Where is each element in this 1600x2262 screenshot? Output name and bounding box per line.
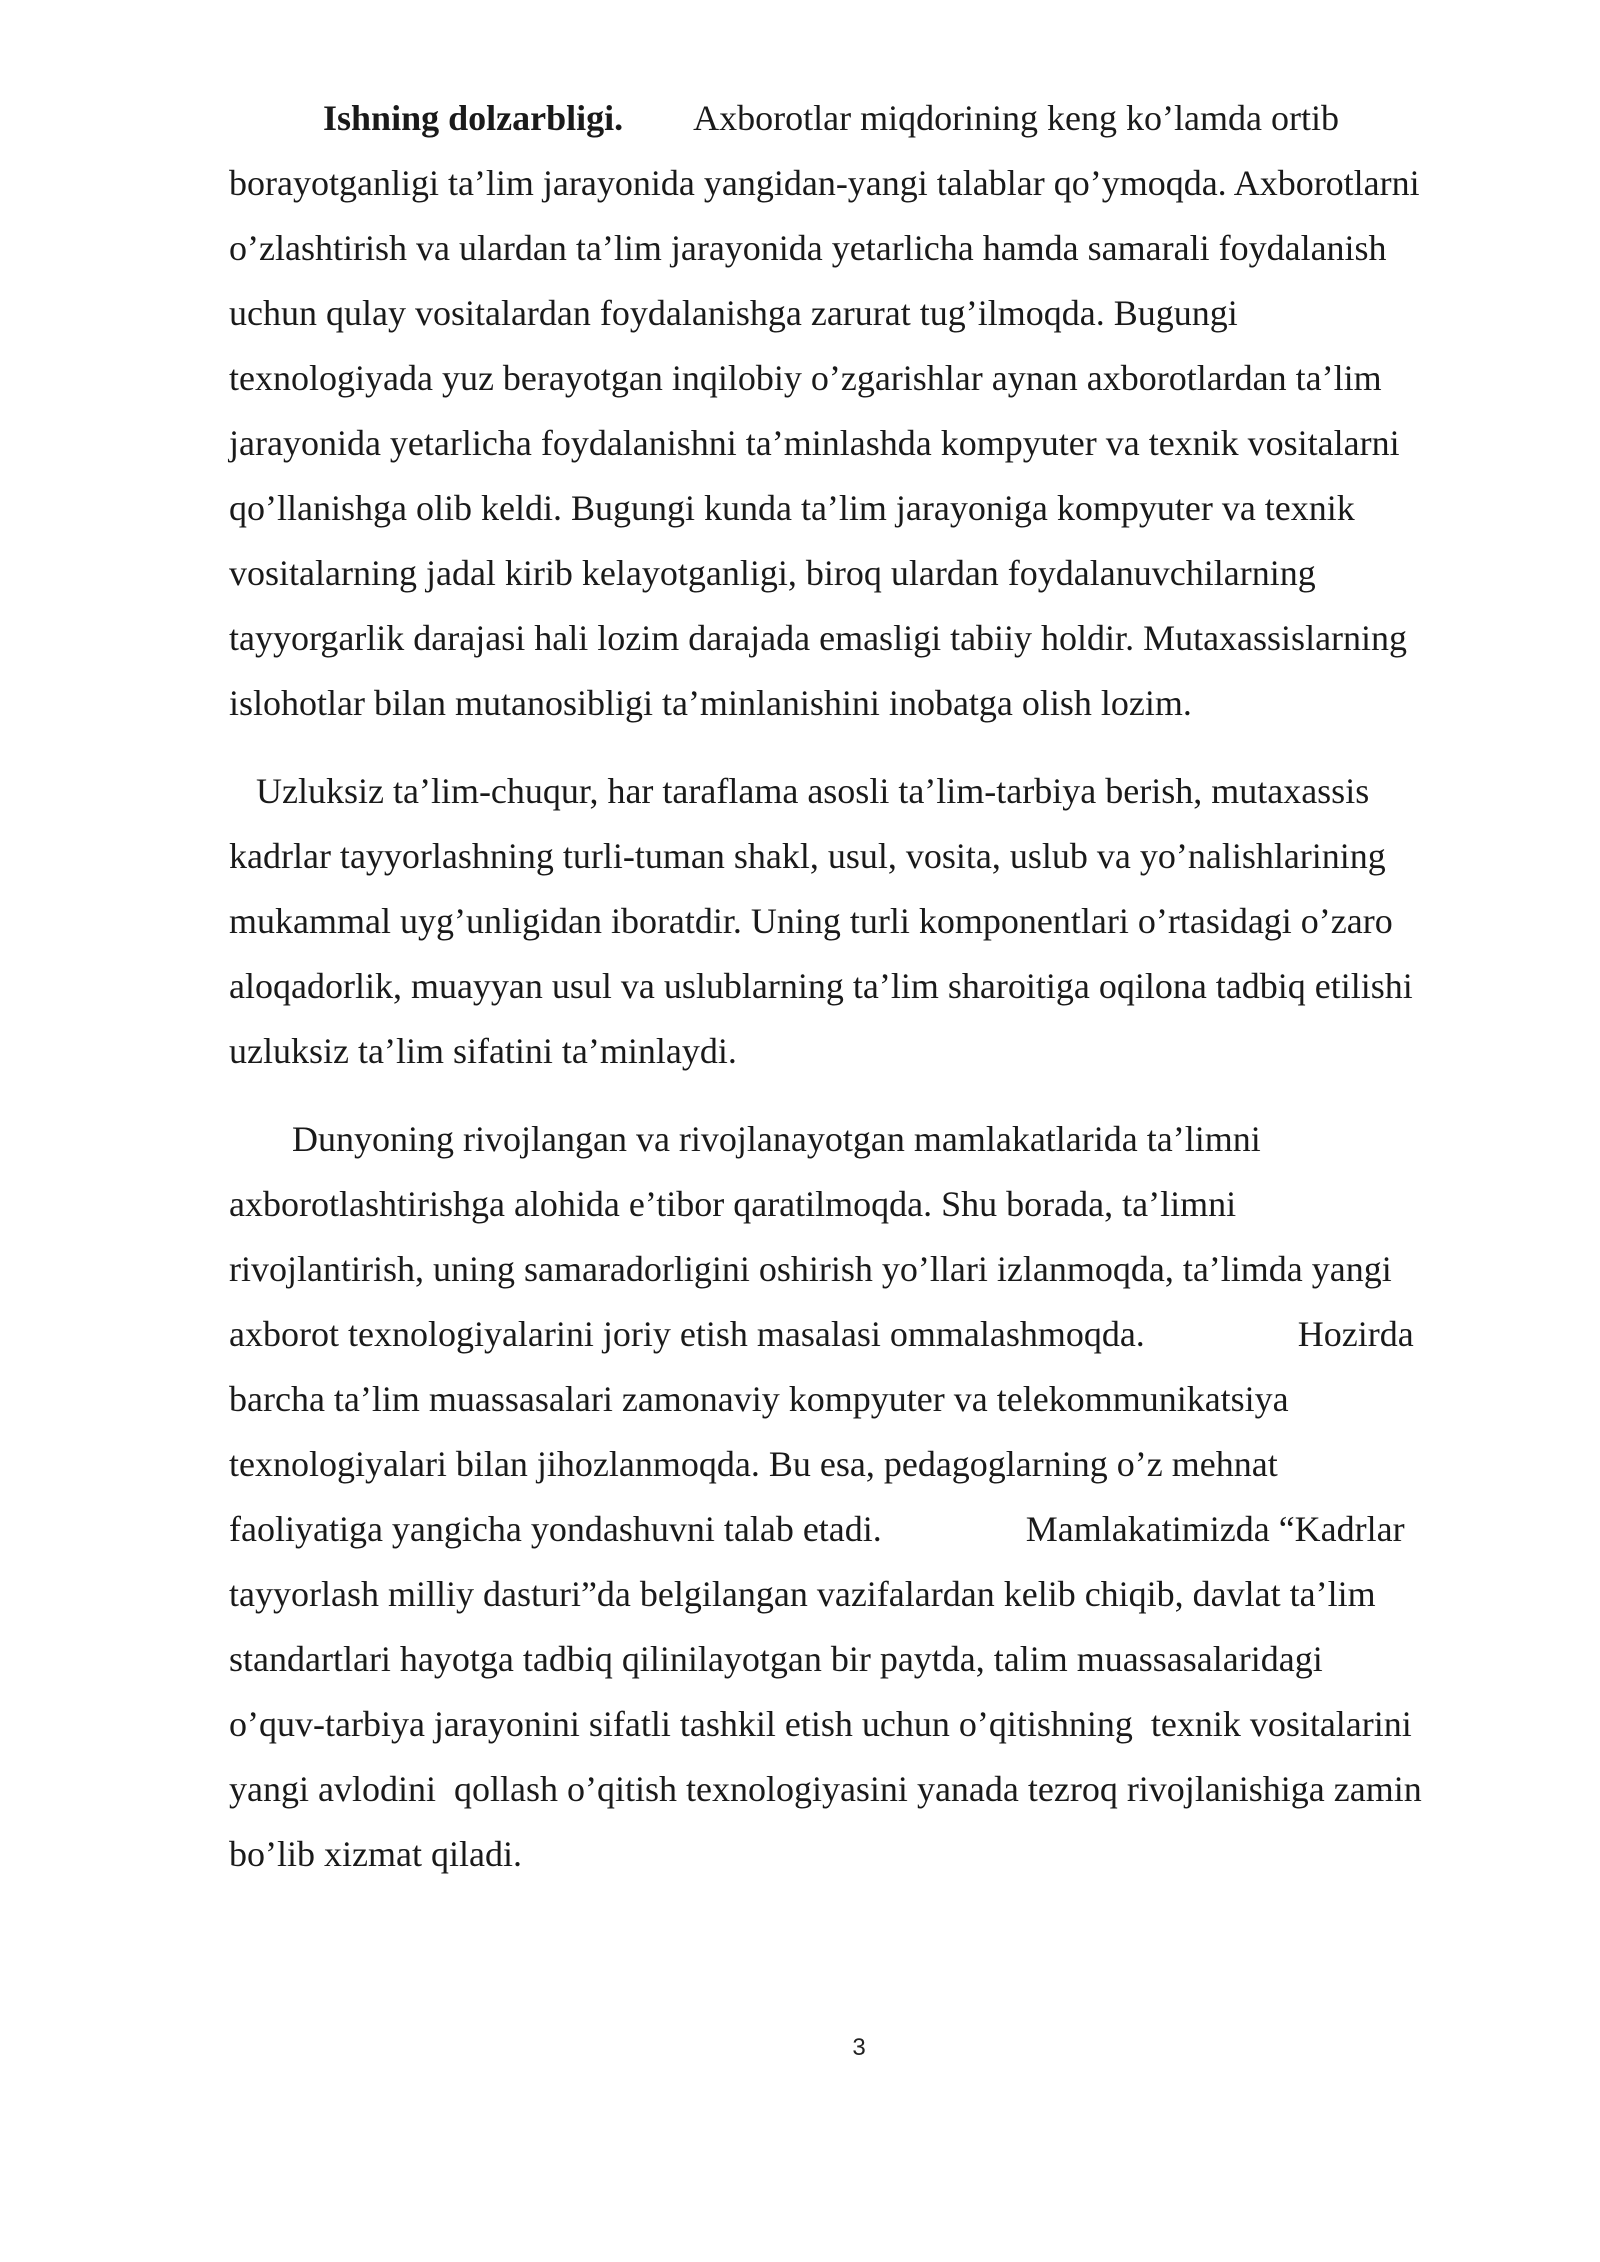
text-line: vositalarning jadal kirib kelayotganligi, biroq ulardan foydalanuvchilarning xyxy=(229,553,1316,593)
text-line: qo’llanishga olib keldi. Bugungi kunda ta’lim jarayoniga kompyuter va texnik xyxy=(229,488,1355,528)
text-line: kadrlar tayyorlashning turli-tuman shakl, usul, vosita, uslub va yo’nalishlarining xyxy=(229,836,1386,876)
first-line xyxy=(229,86,1485,151)
text-line: mukammal uyg’unligidan iboratdir. Uning turli komponentlari o’rtasidagi o’zaro xyxy=(229,901,1393,941)
text-line: o’quv-tarbiya jarayonini sifatli tashkil etish uchun o’qitishning texnik vositalarini xyxy=(229,1704,1412,1744)
text-line: uchun qulay vositalardan foydalanishga zarurat tug’ilmoqda. Bugungi xyxy=(229,293,1238,333)
text-line: standartlari hayotga tadbiq qilinilayotgan bir paytda, talim muassasalaridagi xyxy=(229,1639,1323,1679)
text-line: Uzluksiz ta’lim-chuqur, har taraflama asosli ta’lim-tarbiya berish, mutaxassis xyxy=(229,771,1370,811)
document-body xyxy=(229,86,1485,1887)
text-line: rivojlantirish, uning samaradorligini oshirish yo’llari izlanmoqda, ta’limda yangi xyxy=(229,1249,1392,1289)
text-line: texnologiyalari bilan jihozlanmoqda. Bu esa, pedagoglarning o’z mehnat xyxy=(229,1444,1278,1484)
paragraph-relevance xyxy=(229,86,1485,736)
text-line: Dunyoning rivojlangan va rivojlanayotgan mamlakatlarida ta’limni xyxy=(229,1119,1261,1159)
text-line: faoliyatiga yangicha yondashuvni talab etadi. Mamlakatimizda “Kadrlar xyxy=(229,1509,1405,1549)
text-line: uzluksiz ta’lim sifatini ta’minlaydi. xyxy=(229,1031,737,1071)
page-number: 3 xyxy=(852,2034,866,2061)
section-heading: Ishning dolzarbligi. xyxy=(323,98,624,138)
text-line: bo’lib xizmat qiladi. xyxy=(229,1834,522,1874)
text-line: barcha ta’lim muassasalari zamonaviy kompyuter va telekommunikatsiya xyxy=(229,1379,1289,1419)
text-line: texnologiyada yuz berayotgan inqilobiy o’zgarishlar aynan axborotlardan ta’lim xyxy=(229,358,1382,398)
text-line: aloqadorlik, muayyan usul va uslublarning ta’lim sharoitiga oqilona tadbiq etilishi xyxy=(229,966,1413,1006)
text-line: yangi avlodini qollash o’qitish texnologiyasini yanada tezroq rivojlanishiga zamin xyxy=(229,1769,1422,1809)
text-line: borayotganligi ta’lim jarayonida yangidan-yangi talablar qo’ymoqda. Axborotlarni xyxy=(229,163,1420,203)
text-line: tayyorlash milliy dasturi”da belgilangan vazifalardan kelib chiqib, davlat ta’lim xyxy=(229,1574,1376,1614)
text-line: axborot texnologiyalarini joriy etish masalasi ommalashmoqda. Hozirda xyxy=(229,1314,1414,1354)
text-line: islohotlar bilan mutanosibligi ta’minlanishini inobatga olish lozim. xyxy=(229,683,1192,723)
paragraph-informatization xyxy=(229,1107,1485,1887)
text-line: tayyorgarlik darajasi hali lozim darajada emasligi tabiiy holdir. Mutaxassislarning xyxy=(229,618,1408,658)
text-line: o’zlashtirish va ulardan ta’lim jarayonida yetarlicha hamda samarali foydalanish xyxy=(229,228,1387,268)
text-line: Axborotlar miqdorining keng ko’lamda ortib xyxy=(623,98,1339,138)
text-line: axborotlashtirishga alohida e’tibor qaratilmoqda. Shu borada, ta’limni xyxy=(229,1184,1237,1224)
paragraph-continuous-education xyxy=(229,759,1485,1084)
text-line: jarayonida yetarlicha foydalanishni ta’minlashda kompyuter va texnik vositalarni xyxy=(229,423,1400,463)
